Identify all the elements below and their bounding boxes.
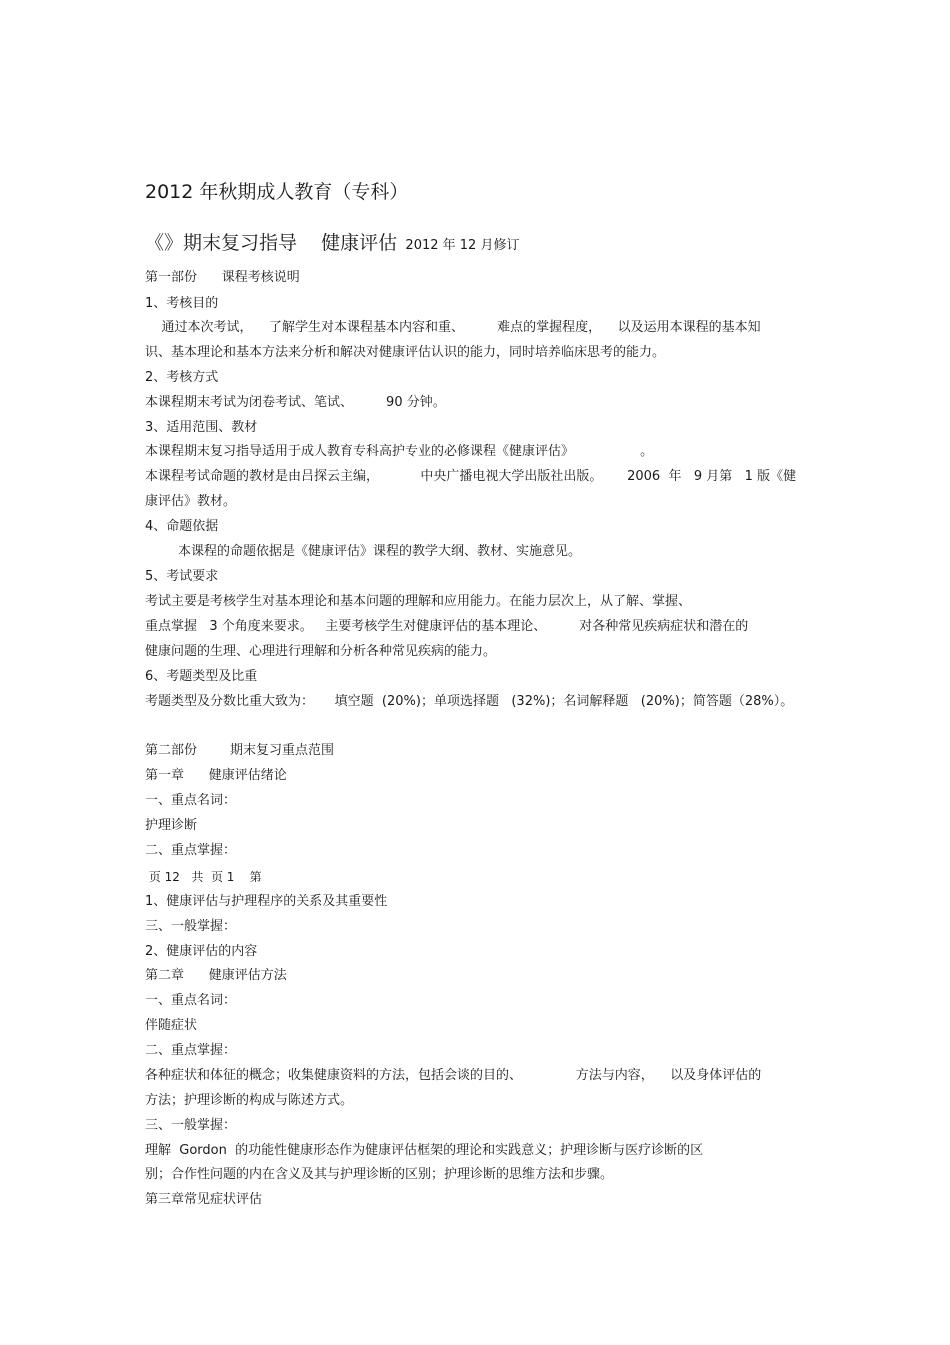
paragraph-line: 考试主要是考核学生对基本理论和基本问题的理解和应用能力。在能力层次上，从了解、掌握、 (145, 594, 692, 609)
subsection-heading: 三、一般掌握： (145, 1118, 237, 1133)
subsection-heading: 一、重点名词： (145, 993, 237, 1008)
paragraph-line: 各种症状和体征的概念；收集健康资料的方法，包括会谈的目的、 方法与内容， 以及身体评估的 (145, 1068, 762, 1083)
chapter-heading: 第三章常见症状评估 (145, 1192, 263, 1207)
subsection-heading: 二、重点掌握： (145, 1043, 237, 1058)
paragraph-line: 通过本次考试， 了解学生对本课程基本内容和重、 难点的掌握程度， 以及运用本课程的基本知 (145, 320, 761, 335)
paragraph-line: 别；合作性问题的内在含义及其与护理诊断的区别；护理诊断的思维方法和步骤。 (145, 1167, 614, 1182)
paragraph-line: 考题类型及分数比重大致为： 填空题 (20%)；单项选择题 (32%)；名词解释题 (20%)；简答题（28%）。 (145, 694, 794, 709)
paragraph-line: 理解 Gordon 的功能性健康形态作为健康评估框架的理论和实践意义；护理诊断与医疗诊断的区 (145, 1143, 704, 1158)
paragraph-line: 方法；护理诊断的构成与陈述方式。 (145, 1093, 354, 1108)
revision-date: 2012 年 12 月修订 (397, 238, 520, 253)
paragraph-line: 1、健康评估与护理程序的关系及其重要性 (145, 894, 388, 909)
subsection-heading: 3、适用范围、教材 (145, 420, 258, 435)
paragraph-line: 康评估》教材。 (145, 494, 237, 509)
section-heading: 第二部份 期末复习重点范围 (145, 743, 335, 758)
subsection-heading: 2、考核方式 (145, 370, 219, 385)
paragraph-line: 识、基本理论和基本方法来分析和解决对健康评估认识的能力，同时培养临床思考的能力。 (145, 345, 666, 360)
paragraph-line: 本课程考试命题的教材是由吕探云主编， 中央广播电视大学出版社出版。 2006 年 9 月第 1 版《健 (145, 469, 797, 484)
subtitle-main: 《》期末复习指导 健康评估 (145, 232, 398, 254)
paragraph-line: 护理诊断 (145, 818, 198, 833)
subsection-heading: 5、考试要求 (145, 569, 219, 584)
subsection-heading: 1、考核目的 (145, 296, 219, 311)
subsection-heading: 三、一般掌握： (145, 919, 237, 934)
paragraph-line: 2、健康评估的内容 (145, 944, 258, 959)
document-subtitle (145, 230, 519, 259)
paragraph-line: 本课程期末复习指导适用于成人教育专科高护专业的必修课程《健康评估》 。 (145, 444, 654, 459)
paragraph-line: 重点掌握 3 个角度来要求。 主要考核学生对健康评估的基本理论、 对各种常见疾病症状和潜在的 (145, 619, 749, 634)
chapter-heading: 第一章 健康评估绪论 (145, 768, 287, 783)
section-heading: 第一部份 课程考核说明 (145, 270, 300, 285)
subsection-heading: 二、重点掌握： (145, 843, 237, 858)
document-title: 2012 年秋期成人教育（专科） (145, 181, 409, 203)
chapter-heading: 第二章 健康评估方法 (145, 968, 287, 983)
paragraph-line: 本课程的命题依据是《健康评估》课程的教学大纲、教材、实施意见。 (145, 544, 582, 559)
paragraph-line: 本课程期末考试为闭卷考试、笔试、 90 分钟。 (145, 395, 446, 410)
subsection-heading: 6、考题类型及比重 (145, 669, 258, 684)
paragraph-line: 伴随症状 (145, 1018, 198, 1033)
page-marker: 页 12 共 页 1 第 (145, 870, 262, 884)
subsection-heading: 一、重点名词： (145, 793, 237, 808)
subsection-heading: 4、命题依据 (145, 519, 219, 534)
paragraph-line: 健康问题的生理、心理进行理解和分析各种常见疾病的能力。 (145, 644, 497, 659)
